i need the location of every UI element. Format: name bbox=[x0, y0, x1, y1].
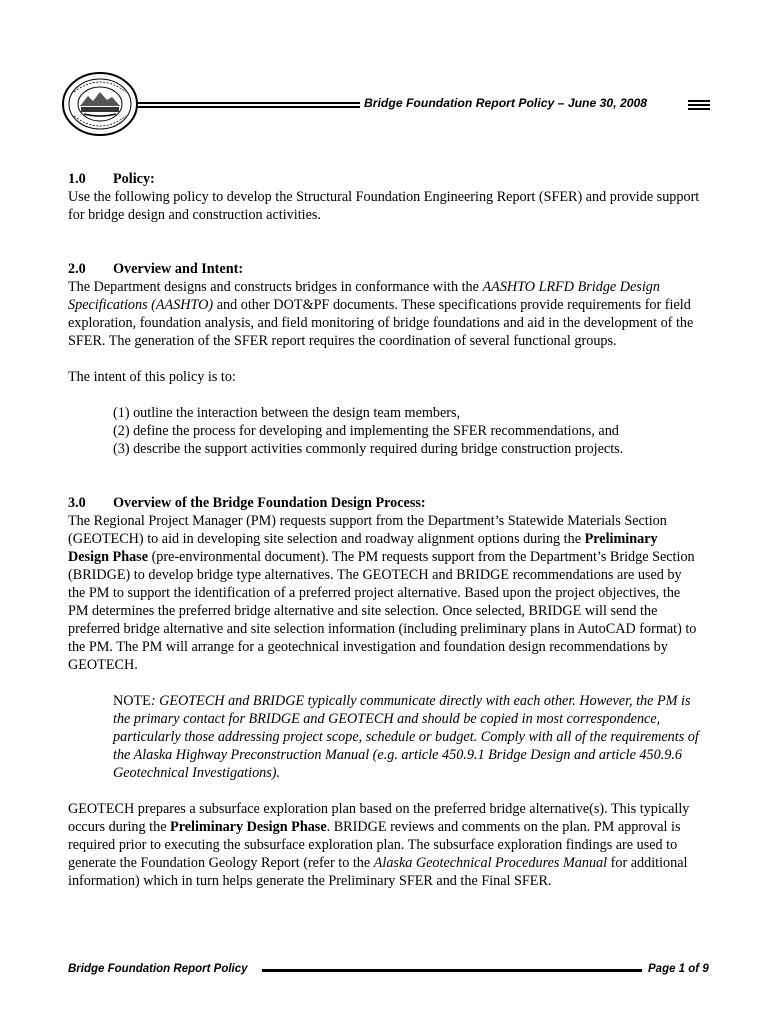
list-item: (1) outline the interaction between the design team members, bbox=[113, 405, 461, 421]
exploration-paragraph: GEOTECH prepares a subsurface exploration plan based on the preferred bridge alternative(s). This typically occurs during the Preliminary Design Phase. BRIDGE reviews and comments on the plan. PM approval is required prior to executing the subsurface exploration plan. The subsurface exploration findings are used to generate the Foundation Geology Report (refer to the Alaska Geotechnical Procedures Manual for additional information) which in turn helps generate the Preliminary SFER and the Final SFER. bbox=[68, 801, 690, 889]
overview-paragraph: The Department designs and constructs bridges in conformance with the AASHTO LRFD Bridge Design Specifications (AASHTO) and other DOT&PF documents. These specifications provide requirements for field exploration, foundation analysis, and field monitoring of bridge foundations and aid in the development of the SFER. The generation of the SFER report requires the coordination of several functional groups. bbox=[68, 279, 694, 349]
header-bars bbox=[688, 100, 710, 112]
document-body bbox=[68, 170, 700, 890]
section-heading-process: 3.0 Overview of the Bridge Foundation Design Process: bbox=[68, 495, 426, 511]
header-rule bbox=[136, 102, 360, 104]
intent-intro: The intent of this policy is to: bbox=[68, 369, 236, 385]
page-number: Page 1 of 9 bbox=[648, 963, 709, 975]
section-heading-policy: 1.0 Policy: bbox=[68, 171, 155, 187]
header-title: Bridge Foundation Report Policy – June 30, 2008 bbox=[364, 96, 648, 110]
state-seal-icon bbox=[60, 70, 140, 138]
process-paragraph: The Regional Project Manager (PM) requests support from the Department’s Statewide Materials Section (GEOTECH) to aid in developing site selection and roadway alignment options during the Preliminary Design Phase (pre-environmental document). The PM requests support from the Department’s Bridge Section (BRIDGE) to develop bridge type alternatives. The GEOTECH and BRIDGE recommendations are used by the PM to support the identification of a preferred project alternative. Based upon the project objectives, the PM determines the preferred bridge alternative and site selection. Once selected, BRIDGE will send the preferred bridge alternative and site selection information (including preliminary plans in AutoCAD format) to the PM. The PM will arrange for a geotechnical investigation and foundation design recommendations by GEOTECH. bbox=[68, 513, 697, 673]
intent-list bbox=[68, 404, 700, 458]
footer-rule bbox=[262, 969, 642, 972]
policy-text: Use the following policy to develop the Structural Foundation Engineering Report (SFER) and provide support for bridge design and construction activities. bbox=[68, 189, 700, 223]
note-block: NOTE: GEOTECH and BRIDGE typically communicate directly with each other. However, the PM is the primary contact for BRIDGE and GEOTECH and should be copied in most correspondence, particularly those addressing project scope, schedule or budget. Comply with all of the requirements of the Alaska Highway Preconstruction Manual (e.g. article 450.9.1 Bridge Design and article 450.9.6 Geotechnical Investigations). bbox=[113, 693, 699, 781]
list-item: (2) define the process for developing and implementing the SFER recommendations, and bbox=[113, 423, 619, 439]
section-heading-overview: 2.0 Overview and Intent: bbox=[68, 261, 244, 277]
list-item: (3) describe the support activities commonly required during bridge construction projects. bbox=[113, 441, 624, 457]
header-rule bbox=[136, 106, 360, 108]
footer-title: Bridge Foundation Report Policy bbox=[68, 963, 248, 975]
